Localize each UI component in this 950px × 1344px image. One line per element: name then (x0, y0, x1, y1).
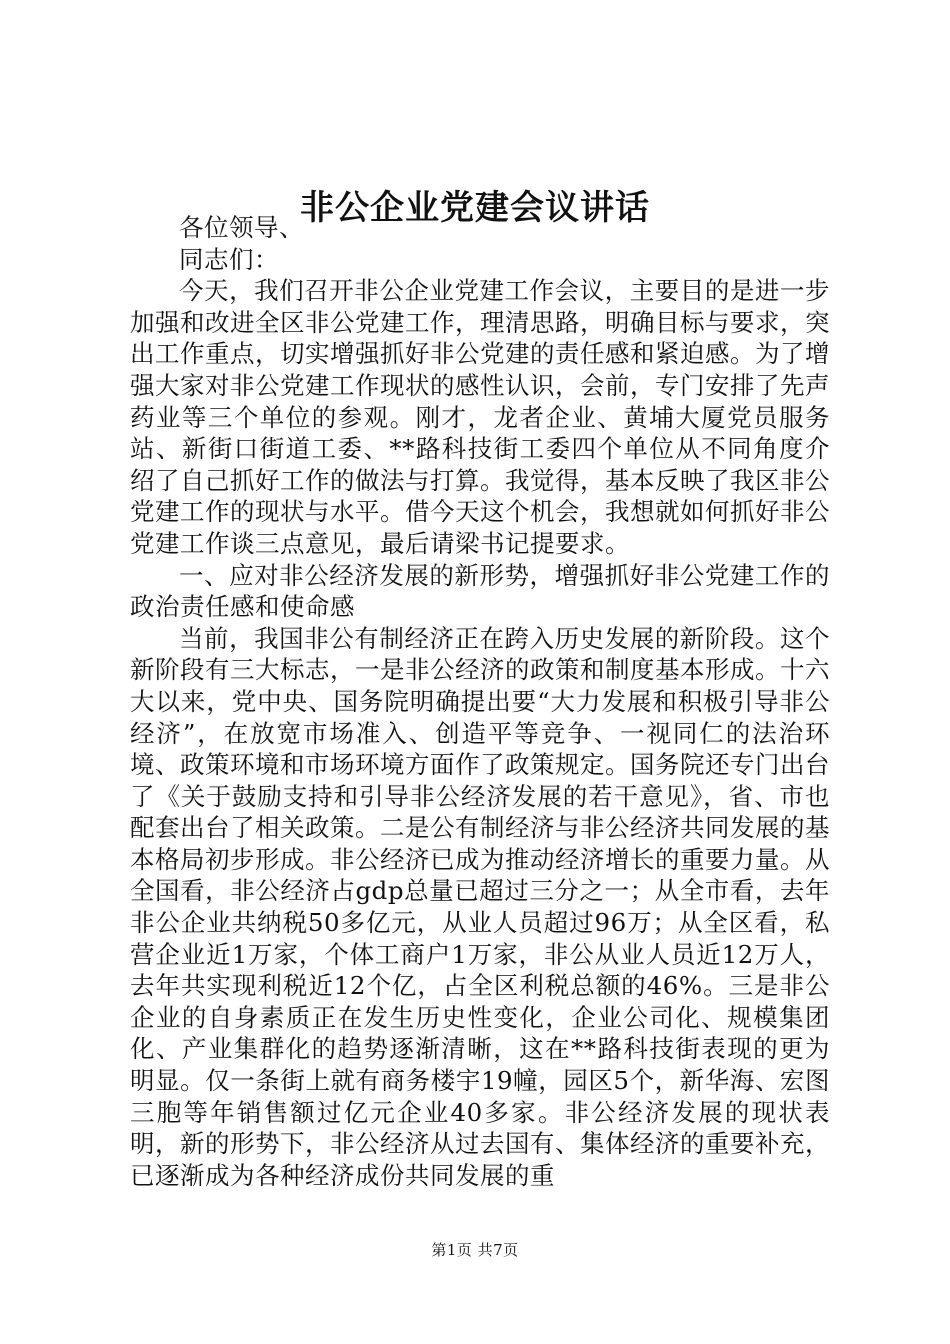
page-number-footer: 第1页 共7页 (431, 1241, 519, 1259)
document-body (130, 212, 830, 1191)
salutation-line-2: 同志们： (179, 244, 279, 274)
salutation-line-1: 各位领导、 (179, 213, 304, 242)
intro-paragraph: 今天，我们召开非公企业党建工作会议，主要目的是进一步加强和改进全区非公党建工作，理清思路，明确目标与要求，突出工作重点，切实增强抓好非公党建的责任感和紧迫感。为了增强大家对非公党建工作现状的感性认识，会前，专门安排了先声药业等三个单位的参观。刚才，龙者企业、黄埔大厦党员服务站、新街口街道工委、**路科技街工委四个单位从不同角度介绍了自己抓好工作的做法与打算。我觉得，基本反映了我区非公党建工作的现状与水平。借今天这个机会，我想就如何抓好非公党建工作谈三点意见，最后请梁书记提要求。 (130, 276, 830, 558)
body-paragraph: 当前，我国非公有制经济正在跨入历史发展的新阶段。这个新阶段有三大标志，一是非公经济的政策和制度基本形成。十六大以来，党中央、国务院明确提出要“大力发展和积极引导非公经济”，在放宽市场准入、创造平等竞争、一视同仁的法治环境、政策环境和市场环境方面作了政策规定。国务院还专门出台了《关于鼓励支持和引导非公经济发展的若干意见》，省、市也配套出台了相关政策。二是公有制经济与非公经济共同发展的基本格局初步形成。非公经济已成为推动经济增长的重要力量。从全国看，非公经济占gdp总量已超过三分之一；从全市看，去年非公企业共纳税50多亿元，从业人员超过96万；从全区看，私营企业近1万家，个体工商户1万家，非公从业人员近12万人，去年共实现利税近12个亿，占全区利税总额的46%。三是非公企业的自身素质正在发生历史性变化，企业公司化、规模集团化、产业集群化的趋势逐渐清晰，这在**路科技街表现的更为明显。仅一条街上就有商务楼宇19幢，园区5个，新华海、宏图三胞等年销售额过亿元企业40多家。非公经济发展的现状表明，新的形势下，非公经济从过去国有、集体经济的重要补充，已逐渐成为各种经济成份共同发展的重 (130, 623, 830, 1190)
document-title: 非公企业党建会议讲话 (300, 188, 650, 228)
section-heading-1: 一、应对非公经济发展的新形势，增强抓好非公党建工作的政治责任感和使命感 (130, 560, 830, 622)
